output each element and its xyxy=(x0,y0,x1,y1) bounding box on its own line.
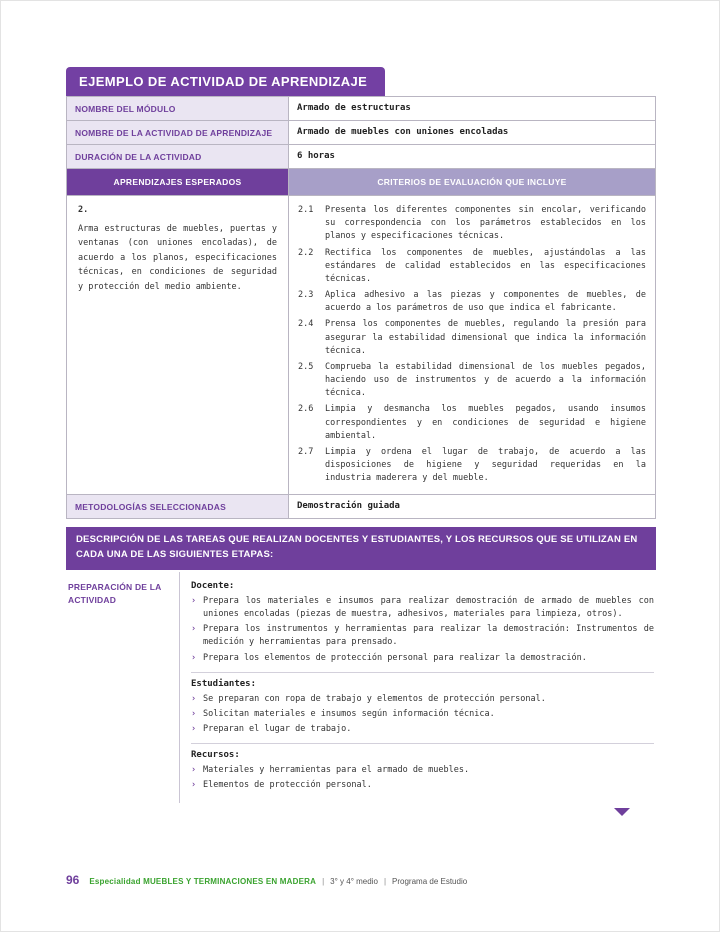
footer-specialty: Especialidad MUEBLES Y TERMINACIONES EN MADERA xyxy=(89,877,317,886)
page-content xyxy=(66,67,656,816)
module-name-value: Armado de estructuras xyxy=(289,97,656,121)
learning-text: Arma estructuras de muebles, puertas y ventanas (con uniones encoladas), de acuerdo a los planos, especificaciones técnicas, en condiciones de seguridad y protección del medio ambiente. xyxy=(78,224,277,292)
page-number: 96 xyxy=(66,873,80,887)
down-triangle-icon xyxy=(614,808,630,816)
table-row xyxy=(67,97,656,121)
page-title: EJEMPLO DE ACTIVIDAD DE APRENDIZAJE xyxy=(66,67,385,96)
duration-label: DURACIÓN DE LA ACTIVIDAD xyxy=(67,145,289,169)
preparation-section xyxy=(66,572,656,803)
criterion-text: Prensa los componentes de muebles, regulando la presión para asegurar la estabilidad dimensional que indica la información técnica. xyxy=(325,319,646,356)
criterion-text: Limpia y desmancha los muebles pegados, usando insumos correspondientes y en condiciones de seguridad e higiene ambiental. xyxy=(325,404,646,441)
footer-program: Programa de Estudio xyxy=(392,877,468,886)
list-item-text: Prepara los elementos de protección personal para realizar la demostración. xyxy=(203,652,587,663)
table-row xyxy=(67,121,656,145)
list-item xyxy=(191,623,654,649)
module-name-label: NOMBRE DEL MÓDULO xyxy=(67,97,289,121)
duration-value: 6 horas xyxy=(289,145,656,169)
list-item-text: Prepara los materiales e insumos para realizar demostración de armado de muebles con uniones encoladas (piezas de muestra, adhesivos, materiales para limpieza, otros). xyxy=(203,595,654,620)
list-item xyxy=(191,764,654,777)
stage-content xyxy=(179,572,656,803)
expected-learning-cell xyxy=(67,196,289,495)
group-divider xyxy=(191,743,654,744)
criterion-number: 2.1 xyxy=(298,205,314,215)
evaluation-criteria-header: CRITERIOS DE EVALUACIÓN QUE INCLUYE xyxy=(289,169,656,196)
criterion-text: Rectifica los componentes de muebles, ajustándolas a las estándares de calidad establecidos en las especificaciones técnicas. xyxy=(325,247,646,284)
criterion-text: Comprueba la estabilidad dimensional de los muebles pegados, haciendo uso de instrumentos y de acuerdo a la información técnica. xyxy=(325,361,646,399)
stage-label: PREPARACIÓN DE LA ACTIVIDAD xyxy=(68,581,162,605)
footer-separator: | xyxy=(322,877,325,886)
footer-separator: | xyxy=(383,877,387,886)
teacher-group xyxy=(191,581,654,665)
table-content-row xyxy=(67,196,656,495)
group-heading: Estudiantes: xyxy=(191,678,257,689)
criterion-item xyxy=(298,403,646,443)
chevron-bullet-icon xyxy=(191,652,203,665)
list-item xyxy=(191,723,654,736)
criterion-text: Aplica adhesivo a las piezas y componentes de muebles, de acuerdo a los parámetros de uso que indica el fabricante. xyxy=(325,290,646,314)
list-item xyxy=(191,652,654,665)
criterion-number: 2.6 xyxy=(298,404,314,415)
list-item-text: Prepara los instrumentos y herramientas para realizar la demostración: Instrumentos de medición y herramientas para prensado. xyxy=(203,624,654,648)
expected-learning-header: APRENDIZAJES ESPERADOS xyxy=(67,169,289,196)
list-item xyxy=(191,595,654,621)
activity-name-label: NOMBRE DE LA ACTIVIDAD DE APRENDIZAJE xyxy=(67,121,289,145)
criterion-number: 2.3 xyxy=(298,290,314,301)
resources-group xyxy=(191,750,654,792)
chevron-bullet-icon xyxy=(191,764,203,777)
list-item xyxy=(191,779,654,792)
chevron-bullet-icon xyxy=(191,708,203,721)
students-group xyxy=(191,679,654,737)
table-row xyxy=(67,495,656,519)
list-item-text: Preparan el lugar de trabajo. xyxy=(203,724,352,735)
methodology-value: Demostración guiada xyxy=(289,495,656,519)
learning-number: 2. xyxy=(78,205,89,215)
criterion-number: 2.7 xyxy=(298,446,314,457)
activity-name-value: Armado de muebles con uniones encoladas xyxy=(289,121,656,145)
chevron-bullet-icon xyxy=(191,623,203,649)
criterion-item xyxy=(298,204,646,244)
tasks-description-banner: DESCRIPCIÓN DE LAS TAREAS QUE REALIZAN DOCENTES Y ESTUDIANTES, Y LOS RECURSOS QUE SE UTILIZAN EN CADA UNA DE LAS SIGUIENTES ETAPAS: xyxy=(66,527,656,569)
criterion-item xyxy=(298,247,646,287)
criterion-text: Limpia y ordena el lugar de trabajo, de acuerdo a las disposiciones de higiene y seguridad requeridas en la industria maderera y del mueble. xyxy=(325,446,646,484)
criterion-number: 2.5 xyxy=(298,361,314,372)
list-item-text: Solicitan materiales e insumos según información técnica. xyxy=(203,708,495,719)
criterion-text: Presenta los diferentes componentes sin encolar, verificando su correspondencia con los parámetros establecidos en los planos y especificaciones técnicas. xyxy=(325,205,646,242)
criterion-number: 2.4 xyxy=(298,319,314,330)
chevron-bullet-icon xyxy=(191,595,203,621)
footer-grade: 3° y 4° medio xyxy=(330,877,378,886)
chevron-bullet-icon xyxy=(191,693,203,706)
table-row xyxy=(67,145,656,169)
list-item-text: Materiales y herramientas para el armado de muebles. xyxy=(203,765,470,776)
list-item-text: Se preparan con ropa de trabajo y elementos de protección personal. xyxy=(203,693,546,704)
list-item xyxy=(191,693,654,706)
criterion-item xyxy=(298,446,646,486)
criterion-item xyxy=(298,318,646,358)
group-divider xyxy=(191,672,654,673)
group-heading: Docente: xyxy=(191,580,235,591)
page-footer xyxy=(66,873,467,887)
group-heading: Recursos: xyxy=(191,750,240,761)
evaluation-criteria-cell xyxy=(289,196,656,495)
criterion-number: 2.2 xyxy=(298,247,314,258)
criterion-item xyxy=(298,361,646,401)
criterion-item xyxy=(298,289,646,315)
table-header-row xyxy=(67,169,656,196)
activity-table xyxy=(66,96,656,519)
list-item xyxy=(191,708,654,721)
chevron-bullet-icon xyxy=(191,779,203,792)
list-item-text: Elementos de protección personal. xyxy=(203,780,372,791)
methodology-label: METODOLOGÍAS SELECCIONADAS xyxy=(67,495,289,519)
continue-arrow-row xyxy=(66,803,656,816)
chevron-bullet-icon xyxy=(191,723,203,736)
